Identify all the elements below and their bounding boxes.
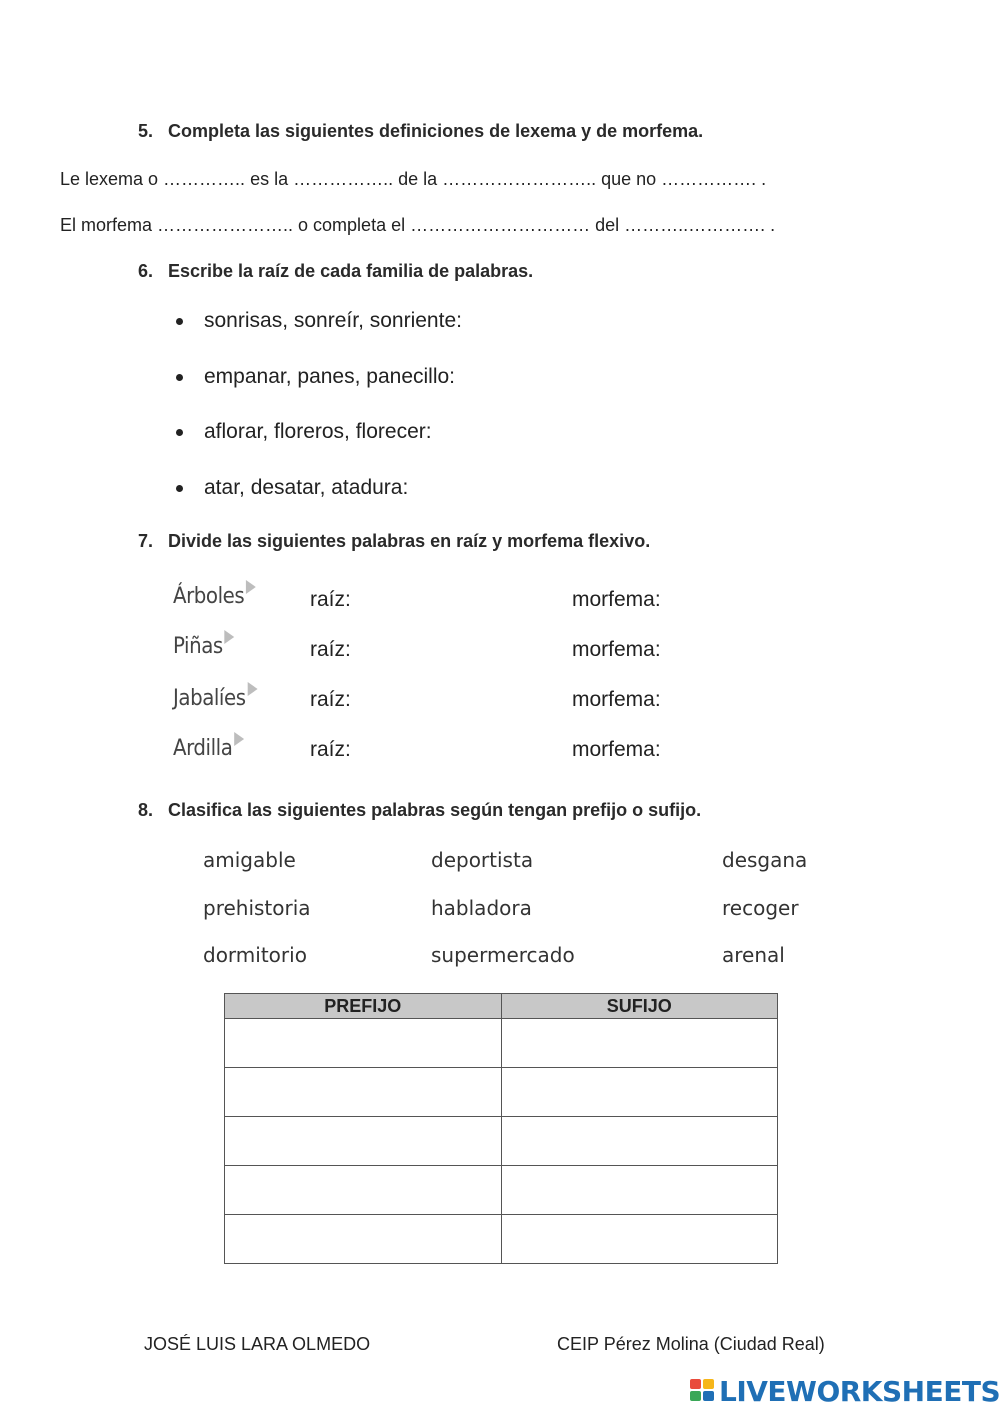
sufijo-cell[interactable] xyxy=(501,1166,778,1215)
prefijo-cell[interactable] xyxy=(225,1117,502,1166)
q6-list-item xyxy=(204,309,462,333)
header-sufijo: SUFIJO xyxy=(501,994,778,1019)
sufijo-cell[interactable] xyxy=(501,1117,778,1166)
liveworksheets-wordmark: LIVEWORKSHEETS xyxy=(719,1374,1000,1408)
q7-morfema-label: morfema: xyxy=(572,588,661,611)
q7-morfema-label: morfema: xyxy=(572,638,661,661)
q5-definition-lexema: Le lexema o ………….. es la …………….. de la …………………….. que no ……………. . xyxy=(60,169,767,189)
table-row xyxy=(225,1166,778,1215)
q8-word: arenal xyxy=(722,943,785,967)
q8-word: deportista xyxy=(431,848,534,872)
q7-raiz-label: raíz: xyxy=(310,588,351,611)
table-row xyxy=(225,1019,778,1068)
sufijo-cell[interactable] xyxy=(501,1019,778,1068)
q8-word: dormitorio xyxy=(203,943,307,967)
q6-item-text: atar, desatar, atadura: xyxy=(204,476,409,499)
play-triangle-icon xyxy=(247,682,257,696)
sufijo-cell[interactable] xyxy=(501,1215,778,1264)
q5-heading xyxy=(138,121,703,142)
q6-list-item xyxy=(204,420,432,444)
bullet-icon xyxy=(176,429,183,436)
q8-word: recoger xyxy=(722,896,799,920)
q8-word: amigable xyxy=(203,848,296,872)
header-prefijo: PREFIJO xyxy=(225,994,502,1019)
play-triangle-icon xyxy=(234,732,244,746)
q7-word xyxy=(173,584,256,609)
q5-number: 5. xyxy=(138,121,154,141)
q6-list-item xyxy=(204,476,408,500)
q7-word xyxy=(173,634,234,659)
table-header-row xyxy=(225,994,778,1019)
q7-number: 7. xyxy=(138,531,154,551)
q7-raiz-label: raíz: xyxy=(310,738,351,761)
q8-word: prehistoria xyxy=(203,896,311,920)
q8-word: habladora xyxy=(431,896,532,920)
q7-word-text: Árboles xyxy=(173,584,245,609)
q6-number: 6. xyxy=(138,261,154,281)
q7-word xyxy=(173,686,257,711)
prefijo-cell[interactable] xyxy=(225,1068,502,1117)
q8-heading xyxy=(138,800,701,821)
sufijo-cell[interactable] xyxy=(501,1068,778,1117)
q5-title: Completa las siguientes definiciones de lexema y de morfema. xyxy=(168,121,704,141)
q7-raiz-label: raíz: xyxy=(310,638,351,661)
q7-morfema-label: morfema: xyxy=(572,688,661,711)
q6-item-text: aflorar, floreros, florecer: xyxy=(204,420,432,443)
table-row xyxy=(225,1068,778,1117)
q7-title: Divide las siguientes palabras en raíz y morfema flexivo. xyxy=(168,531,651,551)
footer-author: JOSÉ LUIS LARA OLMEDO xyxy=(144,1334,371,1354)
liveworksheets-logo[interactable] xyxy=(690,1374,1000,1408)
q6-heading xyxy=(138,261,533,282)
q8-word: desgana xyxy=(722,848,808,872)
play-triangle-icon xyxy=(246,580,256,594)
q7-word xyxy=(173,736,244,761)
prefijo-cell[interactable] xyxy=(225,1166,502,1215)
table-row xyxy=(225,1117,778,1166)
q7-word-text: Ardilla xyxy=(173,736,233,761)
table-row xyxy=(225,1215,778,1264)
bullet-icon xyxy=(176,374,183,381)
prefijo-cell[interactable] xyxy=(225,1215,502,1264)
q8-title: Clasifica las siguientes palabras según tengan prefijo o sufijo. xyxy=(168,800,702,820)
footer-school: CEIP Pérez Molina (Ciudad Real) xyxy=(557,1334,825,1354)
q7-word-text: Piñas xyxy=(173,634,223,659)
q6-title: Escribe la raíz de cada familia de palabras. xyxy=(168,261,534,281)
play-triangle-icon xyxy=(225,630,235,644)
liveworksheets-mark-icon xyxy=(690,1379,716,1403)
q7-morfema-label: morfema: xyxy=(572,738,661,761)
q8-number: 8. xyxy=(138,800,154,820)
q6-item-text: empanar, panes, panecillo: xyxy=(204,365,456,388)
bullet-icon xyxy=(176,485,183,492)
q7-raiz-label: raíz: xyxy=(310,688,351,711)
q6-list-item xyxy=(204,365,455,389)
q8-word: supermercado xyxy=(431,943,575,967)
classification-table xyxy=(224,993,778,1264)
bullet-icon xyxy=(176,318,183,325)
prefijo-cell[interactable] xyxy=(225,1019,502,1068)
q6-item-text: sonrisas, sonreír, sonriente: xyxy=(204,309,462,332)
q7-heading xyxy=(138,531,650,552)
q7-word-text: Jabalíes xyxy=(173,686,246,711)
q5-definition-morfema: El morfema ………………….. o completa el ………………………… del ………..…………. . xyxy=(60,215,776,235)
